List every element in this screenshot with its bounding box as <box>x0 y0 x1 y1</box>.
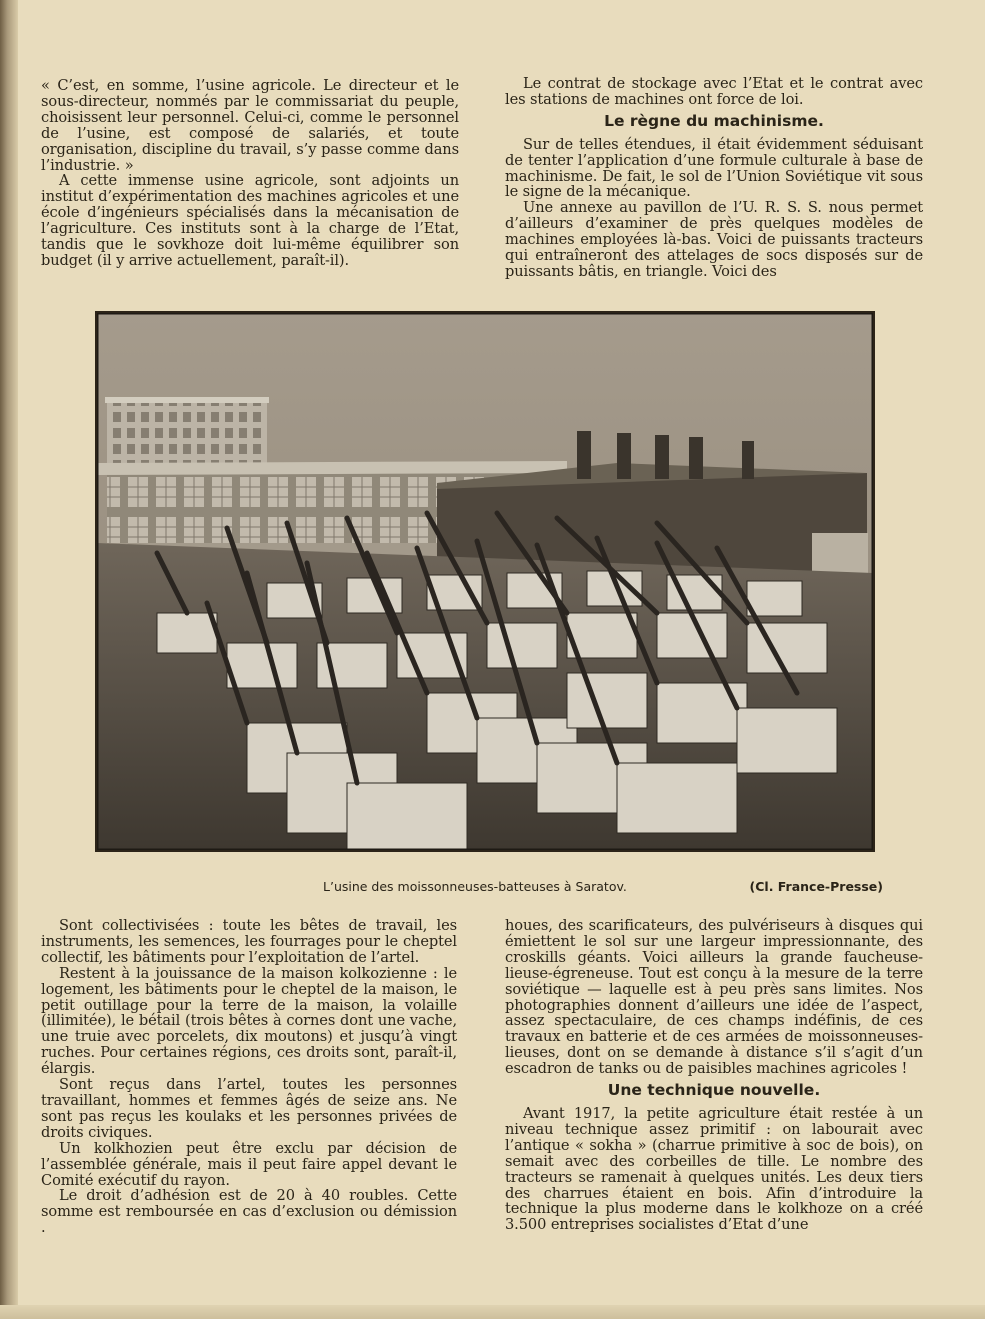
bottom-left-column <box>41 918 457 1236</box>
photo-caption: L’usine des moissonneuses-batteuses à Saratov. <box>323 879 627 894</box>
page-binding-edge <box>0 0 18 1319</box>
paragraph: Avant 1917, la petite agriculture était restée à un niveau technique assez primitif : on labourait avec l’antique « sokha » (charrue primitive à soc de bois), on semait avec des corbeilles de tille. Le nombre des tracteurs se ramenait à quelques unités. Les deux tiers des charrues étaient en bois. Afin d’introduire la technique la plus moderne dans le kolkhoze on a créé 3.500 entreprises socialistes d’Etat d’une <box>505 1104 923 1234</box>
section-heading: Le règne du machinisme. <box>604 111 824 130</box>
paragraph: Le droit d’adhésion est de 20 à 40 roubles. Cette somme est remboursée en cas d’exclusion ou démission . <box>41 1187 457 1237</box>
photo-caption-row <box>95 879 885 897</box>
paragraph: Une annexe au pavillon de l’U. R. S. S. nous permet d’ailleurs d’examiner de près quelques modèles de machines employées là-bas. Voici de puissants tracteurs qui entraîneront des attelages de socs disposés sur de puissants bâtis, en triangle. Voici des <box>505 199 923 280</box>
paragraph: Restent à la jouissance de la maison kolkozienne : le logement, les bâtiments pour le cheptel de la maison, le petit outillage pour la terre de la maison, la volaille (illimitée), le bétail (trois bêtes à cornes dont une vache, une truie avec porcelets, dix moutons) et jusqu’à vingt ruches. Pour certaines régions, ces droits sont, paraît-il, élargis. <box>41 964 457 1078</box>
section-heading: Une technique nouvelle. <box>607 1081 821 1100</box>
bottom-right-column <box>505 918 923 1233</box>
paragraph: Un kolkhozien peut être exclu par décision de l’assemblée générale, mais il peut faire appel devant le Comité exécutif du rayon. <box>41 1139 457 1189</box>
harvester-factory-image <box>97 313 873 850</box>
paragraph: « C’est, en somme, l’usine agricole. Le directeur et le sous-directeur, nommés par le commissariat du peuple, choisissent leur personnel. Celui-ci, comme le personnel de l’usine, est composé de salariés, et toute organisation, discipline du travail, s’y passe comme dans l’industrie. » <box>41 77 459 174</box>
paragraph: Sur de telles étendues, il était évidemment séduisant de tenter l’application d’une formule culturale à base de machinisme. De fait, le sol de l’Union Soviétique vit sous le signe de la mécanique. <box>505 135 923 201</box>
paragraph: A cette immense usine agricole, sont adjoints un institut d’expérimentation des machines agricoles et une école d’ingénieurs spécialisés dans la mécanisation de l’agriculture. Ces instituts sont à la charge de l’Etat, tandis que le sovkhoze doit lui-même équilibrer son budget (il y arrive actuellement, paraît-il). <box>41 172 459 269</box>
paragraph: Le contrat de stockage avec l’Etat et le contrat avec les stations de machines ont force de loi. <box>505 75 923 108</box>
page-bottom-edge <box>0 1305 985 1319</box>
top-left-column <box>41 78 459 269</box>
paragraph: Sont collectivisées : toute les bêtes de travail, les instruments, les semences, les fourrages pour le cheptel collectif, les bâtiments pour l’exploitation de l’artel. <box>41 917 457 966</box>
paragraph: Sont reçus dans l’artel, toutes les personnes travaillant, hommes et femmes âgés de seize ans. Ne sont pas reçus les koulaks et les personnes privées de droits civiques. <box>41 1076 457 1141</box>
paragraph: houes, des scarificateurs, des pulvériseurs à disques qui émiettent le sol sur une largeur impressionnante, des croskills géants. Voici ailleurs la grande faucheuse-lieuse-égreneuse. Tout est conçu à la mesure de la terre soviétique — laquelle est à peu près sans limites. Nos photographies donnent d’ailleurs une idée de l’aspect, assez spectaculaire, de ces champs indéfinis, de ces travaux en batterie et de ces armées de moissonneuses-lieuses, dont on se demande à distance s’il s’agit d’un escadron de tanks ou de paisibles machines agricoles ! <box>505 917 923 1078</box>
photo-credit: (Cl. France-Presse) <box>749 879 883 894</box>
top-right-column <box>505 76 923 280</box>
factory-photograph <box>95 311 875 852</box>
